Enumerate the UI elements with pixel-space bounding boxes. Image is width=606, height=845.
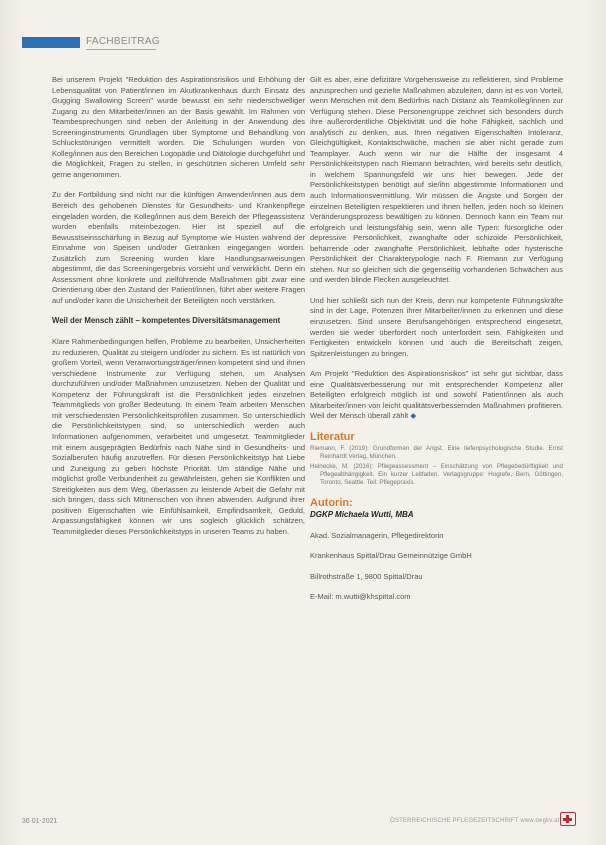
author-detail: Krankenhaus Spittal/Drau Gemeinnützige GmbH bbox=[310, 551, 472, 561]
author-detail: Akad. Sozialmanagerin, Pflegedirektorin bbox=[310, 530, 444, 540]
literature-item: Heinecke, M. (2016): Pflegeassessment – Einschätzung von Pflegebedürftigkeit und Pflegeabhängigkeit. Ein kurzer Leitfaden. Verlagsgruppe: Hogrefe, Bern, Göttingen, Toronto, Seattle. Teil: Pflegepraxis. bbox=[310, 462, 563, 487]
header-underline bbox=[86, 49, 156, 50]
paragraph: Zu der Fortbildung sind nicht nur die künftigen Anwender/innen aus dem Bereich des gehobenen Dienstes für Gesundheits- und Krankenpflege eingeladen worden, die Kolleg/innen aus dem Bereich der Pflegeassistenz wurden ebenfalls miteinbezogen. Hier ist speziell auf die Bewusstseinsschärfung in Bezug auf Symptome wie Husten während der Einnahme von Speisen und/oder Getränken eingegangen worden. Zusätzlich zum Screening wurden klare Handlungsanweisungen abgestimmt, die das Screeningergebnis vorsieht und verwirklicht. Denn ein Assessment ohne konkrete und zielführende Maßnahmen gibt zwar eine Orientierung über den Zustand der Patient/innen, führt aber weitere Fragen auf und/oder kann die Unsicherheit der Beteiligten noch verstärken. bbox=[52, 190, 305, 305]
paragraph: Klare Rahmenbedingungen helfen, Probleme zu bearbeiten, Unsicherheiten zu reduzieren, Qualität zu steigern und/oder zu sichern. Es ist natürlich von großem Vorteil, wenn Veranwortungsträger/innen kompetent sind und ihnen verschiedene Instrumente zur Verfügung stehen, um Analysen durchzuführen und/oder Maßnahmen umzusetzen. Neben der Qualität und Kompetenz der Führungskraft ist die Persönlichkeit jedes einzelnen Teammitglieds von großer Bedeutung. In einem Team arbeiten Menschen mit verschiedensten Persönlichkeitsprofilen zusammen. So unterschiedlich die Persönlichkeitstypen sind, so unterschiedlich werden auch Informationen aufgenommen, verarbeitet und umgesetzt. Teammitglieder mit einem ausgeprägten Bedürfnis nach Nähe sind in Gesundheits- und Sozialberufen häufig anzutreffen. Für diesen Persönlichkeitstyp hat Liebe und Zuneigung zu geben höchste Priorität. Um ständige Nähe und möglichst große Verbundenheit zu gewährleisten, gehen sie Konflikten und Streitigkeiten aus dem Weg, überlassen zu leistende Arbeit die Gefahr mit sich bringen, dass sich Mitmenschen von ihnen abwenden. Aufgrund ihrer positiven Eigenschaften wie Einfühlsamkeit, Empfindsamkeit, Geduld, Anpassungsfähigkeit können wir uns sogleich glücklich schätzen, Teammitglieder dieses Persönlichkeitstyps in unseren Teams zu haben. bbox=[52, 337, 305, 536]
end-arrow-icon: ◆ bbox=[410, 411, 417, 421]
cross-logo-icon bbox=[560, 812, 576, 826]
paragraph: Gilt es aber, eine defizitäre Vorgehensweise zu reflektieren, sind Probleme anzusprechen und gezielte Maßnahmen abzuleiten, dann ist es von Vorteil, wenn Menschen mit dem Bedürfnis nach Distanz als Teamkolleg/innen zur Verfügung stehen. Diese Personengruppe zeichnet sich besonders durch ihre außerordentliche Objektivität und die hohe Fähigkeit, sachlich und analytisch zu denken, aus. Ihren negativen Eigenschaften Intoleranz, Gleichgültigkeit, Kontaktschwäche, machen sie aber nicht gerade zum Teamplayer. Auch wenn wir nur die Hälfte der insgesamt 4 Persönlichkeitstypen nach Riemann betrachten, wird bereits sehr deutlich, in welchem Spannungsfeld wir uns hier bewegen. Jede der Persönlichkeitstypen benötigt auf sie/ihn abgestimmte Informationen und auch Informationsvermittlung. Wir müssen die Ängste und Sorgen der einzelnen Beteiligten respektieren und ihnen helfen, jeden noch so kleinen Veränderungsprozess bewältigen zu können. Dennoch kann ein Team nur erfolgreich und leistungsfähig sein, wenn alle Typen: fürsorgliche oder depressive Persönlichkeit, zwanghafte oder schizoide Persönlichkeit, beharrende oder zwanghafte Persönlichkeit, lebhafte oder hysterische Persönlichkeit der Charakterypologie nach F. Riemann zur Verfügung stehen. Nur so gleichen sich die gegenseitig vorhandenen Schwächen aus und werden blinde Flecken ausgeleuchtet. bbox=[310, 75, 563, 285]
author-heading: Autorin: bbox=[310, 496, 353, 509]
right-column bbox=[310, 75, 563, 613]
page-number: 36 01-2021 bbox=[22, 818, 58, 825]
left-column bbox=[52, 75, 305, 547]
author-detail: Billrothstraße 1, 9800 Spittal/Drau bbox=[310, 571, 423, 581]
paragraph-text: Am Projekt "Reduktion des Aspirationsrisikos" ist sehr gut sichtbar, dass eine Qualitätsverbesserung nur mit entsprechender Kompetenz aller Beteiligten erfolgreich möglich ist und sowohl Patient/innen als auch Mitarbeiter/innen von leicht qualitätsverbessernden Maßnahmen profitieren. Weil der Mensch überall zählt bbox=[310, 369, 563, 421]
paragraph bbox=[310, 369, 563, 422]
literature-heading: Literatur bbox=[310, 430, 355, 443]
author-email[interactable]: E-Mail: m.wutti@khspittal.com bbox=[310, 592, 411, 602]
literature-item: Riemann, F. (2019): Grundformen der Angst. Eine tiefenpsychologische Studie. Ernst Reinhardt Verlag, München. bbox=[310, 444, 563, 460]
section-label: FACHBEITRAG bbox=[86, 36, 160, 47]
paragraph: Bei unserem Projekt "Reduktion des Aspirationsrisikos und Erhöhung der Lebensqualität von Patient/innen im Akutkrankenhaus durch Einsatz des Gugging Swallowing Screen" wurde bewusst ein sehr niederschwelliger Zugang zu den Mitarbeiter/innen an der Basis gewählt. Im Rahmen von Teambesprechungen sind neben der Anleitung in der Anwendung des Screeninginstruments Grundlagen über Symptome und Behandlung von Schluckstörungen vermittelt worden. Die Schulungen wurden von Kolleg/innen aus den Bereichen Logopädie und Diätologie durchgeführt und die Möglichkeit, Fragen zu stellen, in geschützten sicheren Umfeld sehr gerne angenommen. bbox=[52, 75, 305, 179]
paragraph: Und hier schließt sich nun der Kreis, denn nur kompetente Führungskräfte sind in der Lage, Potenzen ihrer Mitarbeiter/innen zu erkennen und diese einzusetzen. Sind unsere Berufsangehörigen entsprechend eingesetzt, werden sie weder überfordert noch unterfordert sein. Fähigkeiten und Fertigkeiten entwickeln können und auch die Bereitschaft zeigen, Spitzenleistungen zu bringen. bbox=[310, 295, 563, 358]
author-name: DGKP Michaela Wutti, MBA bbox=[310, 510, 414, 520]
section-subheading: Weil der Mensch zählt – kompetentes Diversitätsmanagement bbox=[52, 316, 281, 326]
journal-footer: ÖSTERREICHISCHE PFLEGEZEITSCHRIFT www.oegkv.at bbox=[390, 818, 560, 824]
header-accent-bar bbox=[22, 37, 80, 48]
